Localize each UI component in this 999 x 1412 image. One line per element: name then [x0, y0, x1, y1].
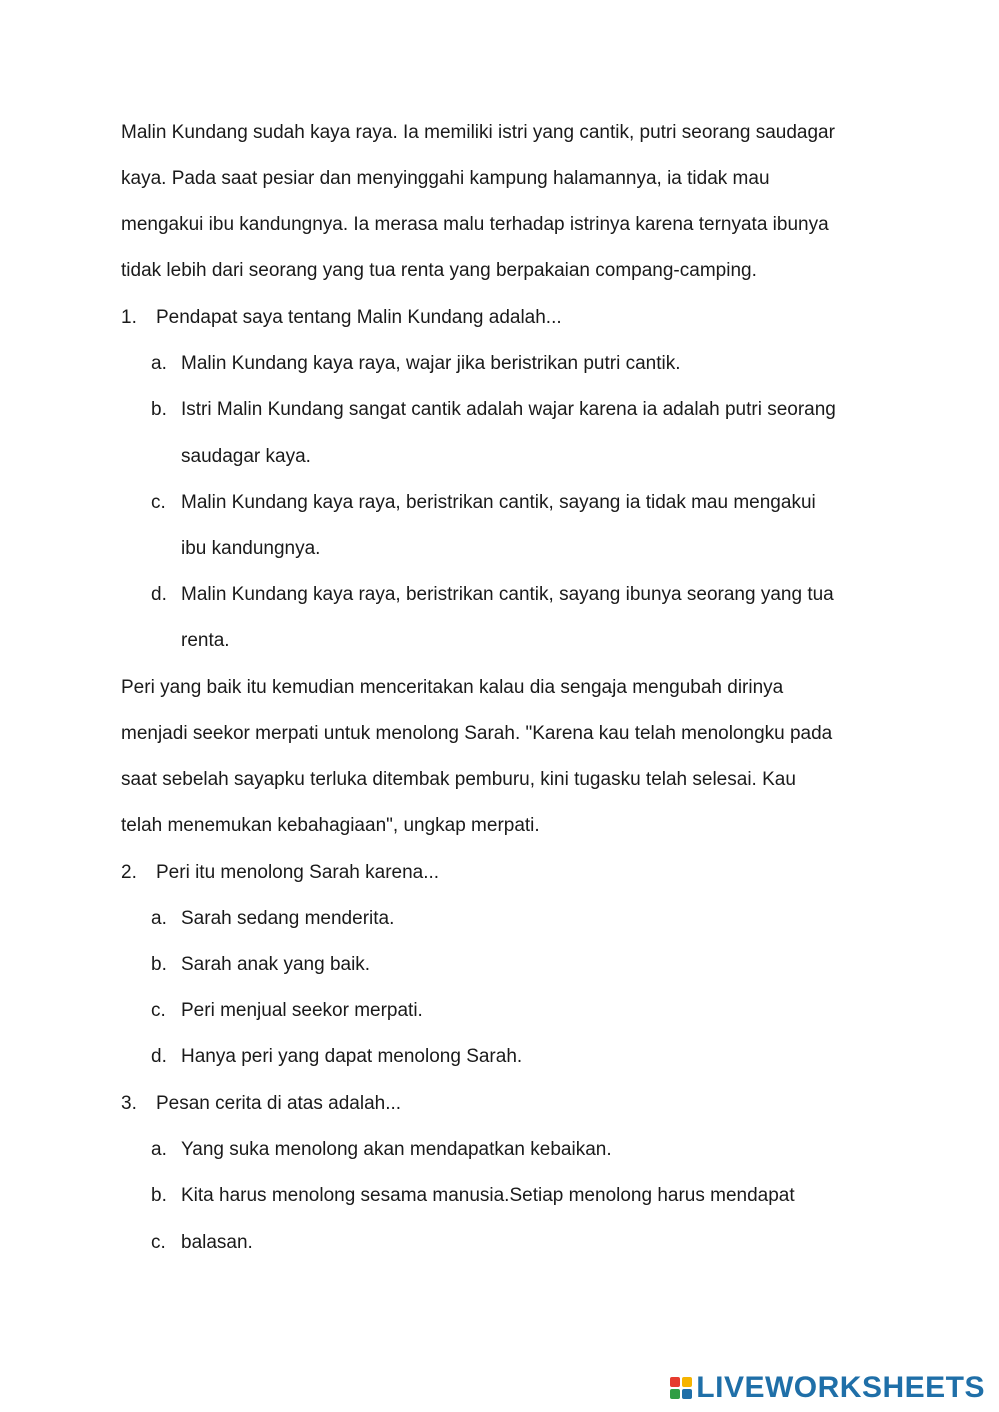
q2-option-d[interactable]: Hanya peri yang dapat menolong Sarah.: [181, 1046, 523, 1067]
q3-option-c[interactable]: balasan.: [181, 1232, 253, 1253]
passage2-line-2: menjadi seekor merpati untuk menolong Sarah. "Karena kau telah menolongku pada: [121, 723, 833, 744]
q2-option-c[interactable]: Peri menjual seekor merpati.: [181, 1000, 423, 1021]
q1-option-a-letter: a.: [151, 353, 167, 374]
q1-option-b[interactable]: Istri Malin Kundang sangat cantik adalah wajar karena ia adalah putri seorang: [181, 399, 836, 420]
q2-option-b-letter: b.: [151, 954, 167, 975]
passage2-line-1: Peri yang baik itu kemudian menceritakan kalau dia sengaja mengubah dirinya: [121, 677, 784, 698]
q1-option-c-cont[interactable]: ibu kandungnya.: [181, 538, 321, 559]
q1-option-d[interactable]: Malin Kundang kaya raya, beristrikan cantik, sayang ibunya seorang yang tua: [181, 584, 834, 605]
passage1-line-2: kaya. Pada saat pesiar dan menyinggahi kampung halamannya, ia tidak mau: [121, 168, 770, 189]
question-3-number: 3.: [121, 1093, 137, 1114]
passage2-line-3: saat sebelah sayapku terluka ditembak pemburu, kini tugasku telah selesai. Kau: [121, 769, 796, 790]
q2-option-d-letter: d.: [151, 1046, 167, 1067]
q3-option-c-letter: c.: [151, 1232, 166, 1253]
q2-option-b[interactable]: Sarah anak yang baik.: [181, 954, 371, 975]
q2-option-a-letter: a.: [151, 908, 167, 929]
q2-option-c-letter: c.: [151, 1000, 166, 1021]
q2-option-a[interactable]: Sarah sedang menderita.: [181, 908, 395, 929]
passage1-line-4: tidak lebih dari seorang yang tua renta yang berpakaian compang-camping.: [121, 260, 757, 281]
q1-option-d-cont[interactable]: renta.: [181, 630, 230, 651]
question-3-text: Pesan cerita di atas adalah...: [156, 1093, 402, 1114]
q1-option-b-letter: b.: [151, 399, 167, 420]
q1-option-d-letter: d.: [151, 584, 167, 605]
question-2-number: 2.: [121, 862, 137, 883]
passage1-line-1: Malin Kundang sudah kaya raya. Ia memiliki istri yang cantik, putri seorang saudagar: [121, 122, 835, 143]
q1-option-c[interactable]: Malin Kundang kaya raya, beristrikan cantik, sayang ia tidak mau mengakui: [181, 492, 816, 513]
liveworksheets-logo[interactable]: [670, 1372, 985, 1404]
q3-option-a-letter: a.: [151, 1139, 167, 1160]
question-1-number: 1.: [121, 307, 137, 328]
liveworksheets-wordmark: LIVEWORKSHEETS: [696, 1371, 985, 1404]
question-1-text: Pendapat saya tentang Malin Kundang adalah...: [156, 307, 562, 328]
liveworksheets-logo-icon: [670, 1377, 692, 1399]
q1-option-b-cont[interactable]: saudagar kaya.: [181, 446, 311, 467]
q1-option-c-letter: c.: [151, 492, 166, 513]
q3-option-b-letter: b.: [151, 1185, 167, 1206]
q3-option-b[interactable]: Kita harus menolong sesama manusia.Setiap menolong harus mendapat: [181, 1185, 795, 1206]
question-2-text: Peri itu menolong Sarah karena...: [156, 862, 440, 883]
passage1-line-3: mengakui ibu kandungnya. Ia merasa malu terhadap istrinya karena ternyata ibunya: [121, 214, 829, 235]
passage2-line-4: telah menemukan kebahagiaan", ungkap merpati.: [121, 815, 540, 836]
q1-option-a[interactable]: Malin Kundang kaya raya, wajar jika beristrikan putri cantik.: [181, 353, 681, 374]
q3-option-a[interactable]: Yang suka menolong akan mendapatkan kebaikan.: [181, 1139, 612, 1160]
